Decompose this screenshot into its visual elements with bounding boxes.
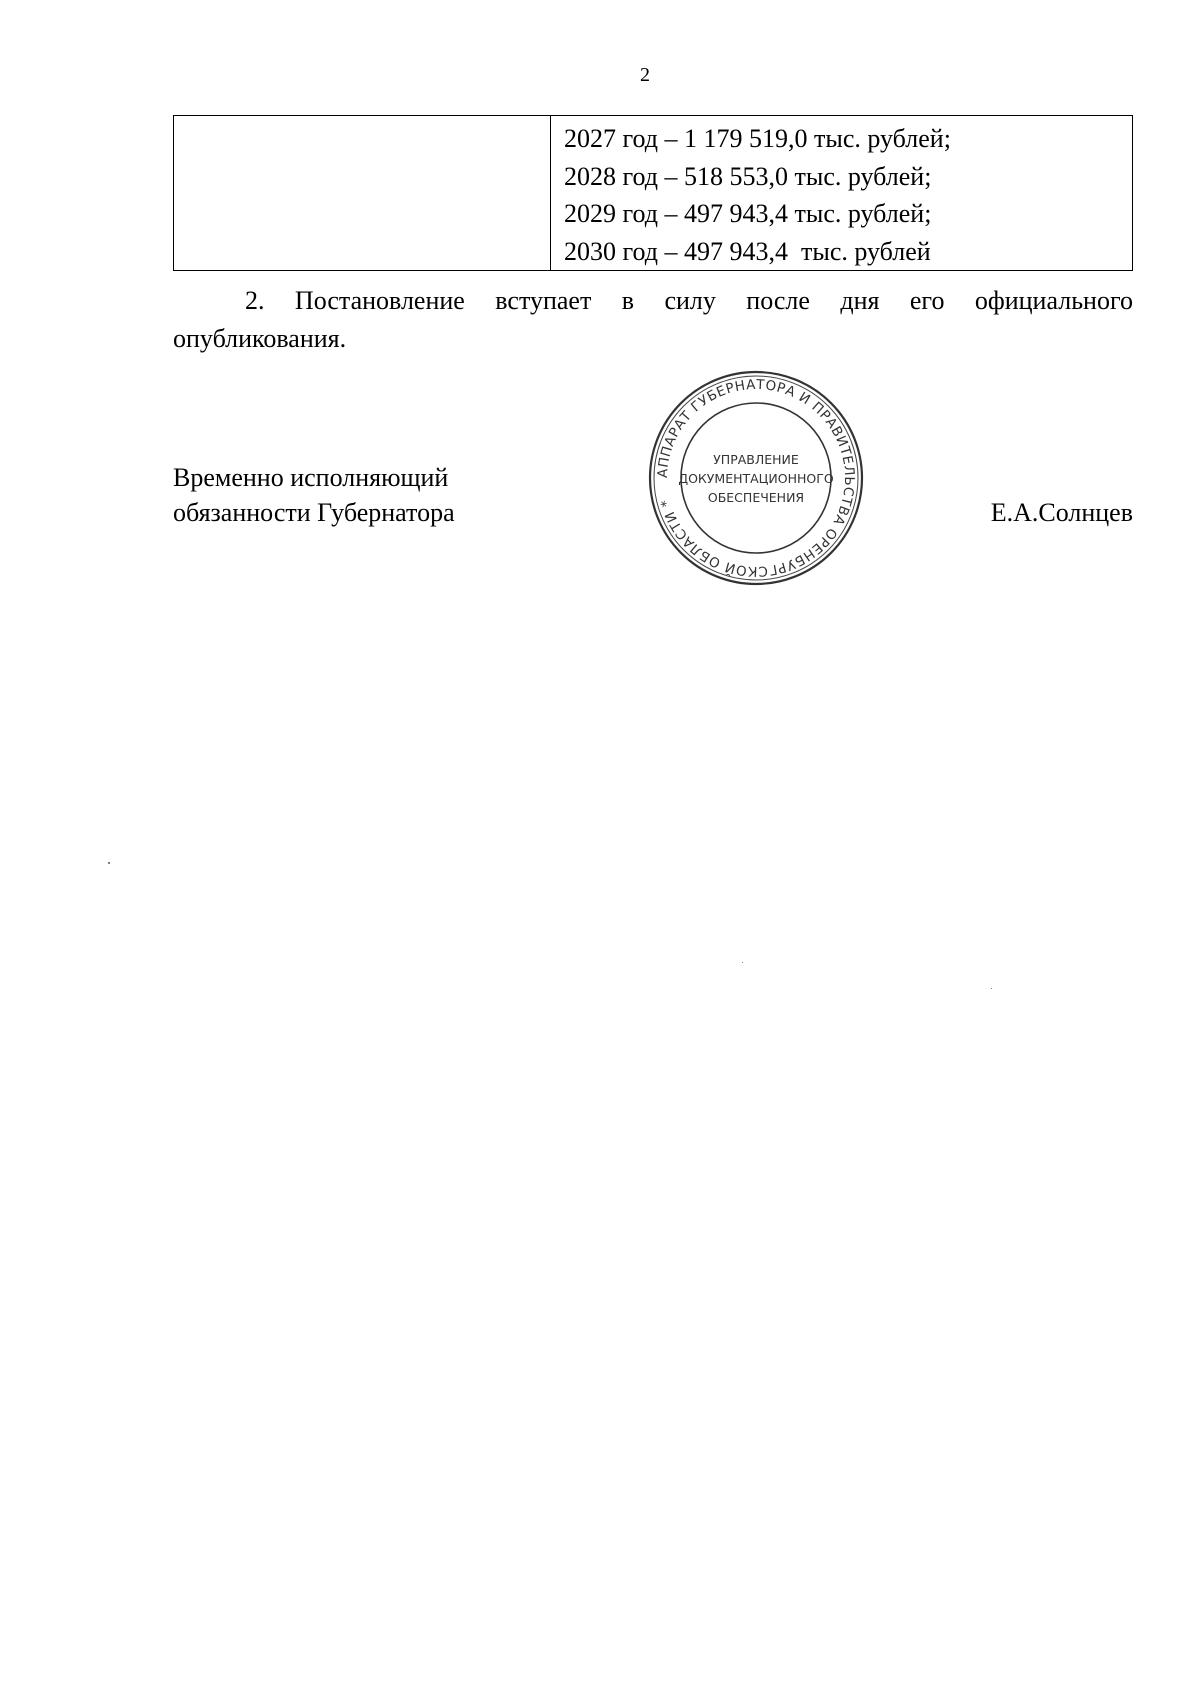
page-number: 2 xyxy=(640,64,650,86)
stamp-seal-icon xyxy=(646,368,866,588)
table-cell-empty xyxy=(174,116,551,271)
signatory-title-line-1: Временно исполняющий xyxy=(173,463,449,492)
stamp-center-line-2: ДОКУМЕНТАЦИОННОГО xyxy=(678,471,834,486)
funding-line-2029: 2029 год – 497 943,4 тыс. рублей; xyxy=(564,199,932,228)
signatory-title xyxy=(173,460,455,530)
funding-line-2027: 2027 год – 1 179 519,0 тыс. рублей; xyxy=(564,124,951,153)
paragraph-line-1: 2. Постановление вступает в силу после дня его официального xyxy=(245,286,1133,315)
stamp-outer-text-path: АППАРАТ ГУБЕРНАТОРА И ПРАВИТЕЛЬСТВА ОРЕНБУРГСКОЙ ОБЛАСТИ * xyxy=(654,376,858,580)
signatory-name: Е.А.Солнцев xyxy=(990,498,1133,527)
paragraph-line-2: опубликования. xyxy=(173,324,347,353)
signatory-title-line-2: обязанности Губернатора xyxy=(173,498,455,527)
table-cell-funding-years xyxy=(551,116,1133,271)
scan-speck xyxy=(991,988,992,989)
funding-table xyxy=(173,115,1133,271)
decree-paragraph xyxy=(173,282,1133,358)
scan-speck xyxy=(108,862,110,864)
funding-line-2030: 2030 год – 497 943,4 тыс. рублей xyxy=(564,236,931,266)
funding-line-2028: 2028 год – 518 553,0 тыс. рублей; xyxy=(564,161,932,191)
stamp-center-line-1: УПРАВЛЕНИЕ xyxy=(713,452,799,467)
table-row xyxy=(174,116,1133,271)
scan-speck xyxy=(742,962,743,963)
stamp-center-line-3: ОБЕСПЕЧЕНИЯ xyxy=(707,490,805,505)
official-stamp xyxy=(646,368,866,588)
